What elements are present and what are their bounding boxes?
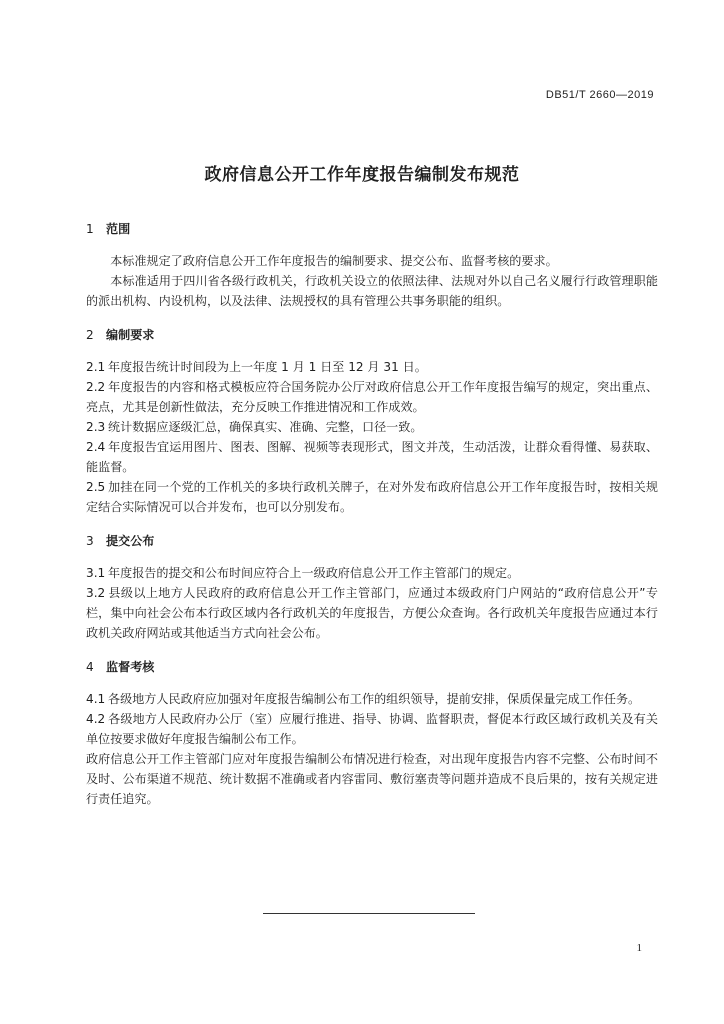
clause-text: 年度报告的提交和公布时间应符合上一级政府信息公开工作主管部门的规定。	[108, 566, 520, 580]
clause-number: 2.5	[86, 480, 106, 494]
clause-text: 加挂在同一个党的工作机关的多块行政机关牌子，在对外发布政府信息公开工作年度报告时，按相关规定结合实际情况可以合并发布，也可以分别发布。	[86, 480, 658, 514]
clause-number: 4.2	[86, 712, 106, 726]
clause-text: 年度报告宜运用图片、图表、图解、视频等表现形式，图文并茂，生动活泼，让群众看得懂、易获取、能监督。	[86, 440, 658, 474]
clause-item	[86, 563, 658, 583]
section-heading	[86, 657, 658, 677]
clause-item	[86, 477, 658, 517]
section-heading	[86, 325, 658, 345]
section-title: 编制要求	[106, 328, 155, 342]
paragraph: 本标准适用于四川省各级行政机关，行政机关设立的依照法律、法规对外以自己名义履行行政管理职能的派出机构、内设机构，以及法律、法规授权的具有管理公共事务职能的组织。	[86, 274, 658, 308]
clause-text: 年度报告统计时间段为上一年度 1 月 1 日至 12 月 31 日。	[108, 360, 427, 374]
document-body	[86, 219, 658, 809]
section-number: 2	[86, 328, 94, 342]
clause-item	[86, 583, 658, 643]
clause-number: 4.1	[86, 692, 106, 706]
clause-text: 统计数据应逐级汇总，确保真实、准确、完整，口径一致。	[108, 420, 423, 434]
clause-item	[86, 709, 658, 749]
section-number: 3	[86, 534, 94, 548]
section-number: 1	[86, 222, 94, 236]
clause-number: 2.1	[86, 360, 106, 374]
section-heading	[86, 531, 658, 551]
section-heading	[86, 219, 658, 239]
clause-text: 各级地方人民政府应加强对年度报告编制公布工作的组织领导，提前安排，保质保量完成工作任务。	[108, 692, 641, 706]
document-title: 政府信息公开工作年度报告编制发布规范	[204, 165, 520, 185]
end-line	[263, 913, 475, 914]
section-title: 提交公布	[106, 534, 155, 548]
clause-item	[86, 357, 658, 377]
clause-number: 3.2	[86, 586, 106, 600]
section-number: 4	[86, 660, 94, 674]
clause-number: 2.3	[86, 420, 106, 434]
clause-text: 县级以上地方人民政府的政府信息公开工作主管部门，应通过本级政府门户网站的“政府信息公开”专栏，集中向社会公布本行政区域内各行政机关的年度报告，方便公众查询。各行政机关年度报告应通过本行政机关政府网站或其他适当方式向社会公布。	[86, 586, 658, 640]
section-title: 监督考核	[106, 660, 155, 674]
clause-item	[86, 377, 658, 417]
clause-text: 政府信息公开工作主管部门应对年度报告编制公布情况进行检查，对出现年度报告内容不完整、公布时间不及时、公布渠道不规范、统计数据不准确或者内容雷同、敷衍塞责等问题并造成不良后果的，按有关规定进行责任追究。	[86, 752, 658, 806]
clause-item	[86, 417, 658, 437]
clause-text: 各级地方人民政府办公厅（室）应履行推进、指导、协调、监督职责，督促本行政区域行政机关及有关单位按要求做好年度报告编制公布工作。	[86, 712, 658, 746]
clause-text: 年度报告的内容和格式模板应符合国务院办公厅对政府信息公开工作年度报告编写的规定，突出重点、亮点，尤其是创新性做法，充分反映工作推进情况和工作成效。	[86, 380, 658, 414]
clause-item	[86, 437, 658, 477]
clause-item	[86, 689, 658, 709]
document-code: DB51/T 2660—2019	[545, 89, 654, 101]
section-title: 范围	[106, 222, 131, 236]
page-number: 1	[636, 942, 642, 954]
clause-number: 2.4	[86, 440, 106, 454]
clause-number: 3.1	[86, 566, 106, 580]
paragraph: 本标准规定了政府信息公开工作年度报告的编制要求、提交公布、监督考核的要求。	[110, 254, 558, 268]
clause-number: 2.2	[86, 380, 106, 394]
clause-paragraph	[86, 749, 658, 809]
